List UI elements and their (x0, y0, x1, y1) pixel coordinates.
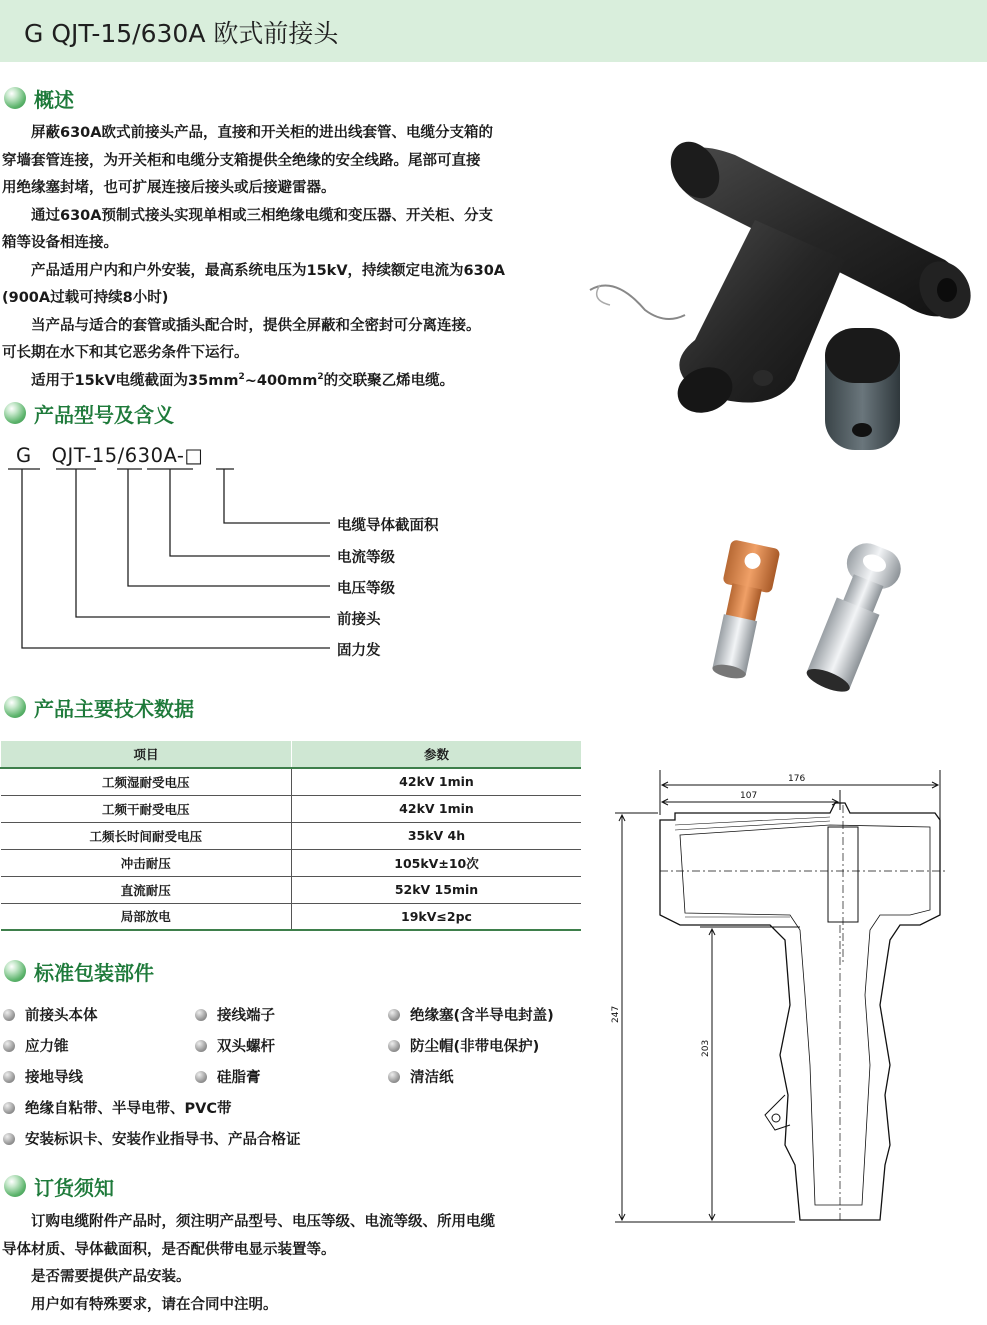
tech-data-table (0, 741, 581, 931)
list-item: 双头螺杆 (195, 1035, 275, 1057)
grey-bullet-icon (388, 1071, 400, 1083)
dim-label: 176 (788, 774, 806, 784)
table-row: 工频长时间耐受电压 35kV 4h (1, 822, 582, 849)
connector-photo (585, 110, 985, 470)
grey-bullet-icon (3, 1040, 15, 1052)
green-bullet-icon (4, 402, 26, 424)
grey-bullet-icon (3, 1133, 15, 1145)
model-legend-lines (0, 460, 340, 660)
table-header-cell: 项目 (1, 741, 292, 768)
list-item: 前接头本体 (3, 1004, 98, 1026)
green-bullet-icon (4, 960, 26, 982)
legend-label: 固力发 (337, 643, 381, 659)
overview-last-line: 适用于15kV电缆截面为$35mm^2\sim 400mm^2$的交联聚乙烯电缆。 (2, 371, 455, 389)
overview-text: 屏蔽630A欧式前接头产品，直接和开关柜的进出线套管、电缆分支箱的 穿墙套管连接，为开关柜和电缆分支箱提供全绝缘的安全线路。尾部可直接 用绝缘塞封堵，也可扩展连接后接头或后接避雷器。 通过630A预制式接头实现单相或三相绝缘电缆和变压器、开关柜、分支 箱等设备相连接。 产品适用户内和户外安装，最高系统电压为15kV，持续额定电流为630A (900A过载可持续8小时) 当产品与适合的套管或插头配合时，提供全屏蔽和全密封可分离连接。 可长期在水下和其它恶劣条件下运行。 适用于15kV电缆截面为$35mm^2\sim 400mm^2$的交联聚乙烯电缆。 (2, 120, 505, 395)
table-header-row (1, 741, 582, 768)
page-title: G QJT-15/630A 欧式前接头 (24, 19, 339, 48)
list-item: 防尘帽(非带电保护) (388, 1035, 539, 1057)
model-code: G QJT-15/630A-□ (16, 444, 204, 467)
list-item: 绝缘自粘带、半导电带、PVC带 (3, 1097, 232, 1119)
grey-bullet-icon (195, 1009, 207, 1021)
grey-bullet-icon (3, 1071, 15, 1083)
section-techdata-heading: 产品主要技术数据 (4, 693, 264, 723)
list-item: 硅脂膏 (195, 1066, 261, 1088)
table-row: 工频干耐受电压 42kV 1min (1, 795, 582, 822)
legend-label: 前接头 (337, 612, 381, 628)
grey-bullet-icon (195, 1071, 207, 1083)
section-overview-heading: 概述 (4, 84, 204, 114)
technical-drawing (600, 765, 985, 1235)
list-item: 安装标识卡、安装作业指导书、产品合格证 (3, 1128, 301, 1150)
cable-lug-photo (650, 535, 920, 695)
grey-bullet-icon (195, 1040, 207, 1052)
list-item: 接线端子 (195, 1004, 275, 1026)
order-text: 订购电缆附件产品时，须注明产品型号、电压等级、电流等级、所用电缆 导体材质、导体截面积，是否配供带电显示装置等。 是否需要提供产品安装。 用户如有特殊要求，请在合同中注明。 (2, 1214, 495, 1313)
legend-label: 电压等级 (337, 581, 395, 597)
legend-label: 电缆导体截面积 (337, 518, 439, 534)
table-row: 工频湿耐受电压 42kV 1min (1, 768, 582, 795)
table-row: 直流耐压 52kV 15min (1, 876, 582, 903)
section-order-heading: 订货须知 (4, 1172, 204, 1202)
dim-label: 247 (611, 1005, 621, 1023)
table-header-cell: 参数 (292, 741, 582, 768)
green-bullet-icon (4, 1175, 26, 1197)
list-item: 绝缘塞(含半导电封盖) (388, 1004, 554, 1026)
green-bullet-icon (4, 696, 26, 718)
dim-label: 203 (701, 1039, 711, 1057)
list-item: 清洁纸 (388, 1066, 454, 1088)
table-row: 冲击耐压 105kV±10次 (1, 849, 582, 876)
section-model-heading: 产品型号及含义 (4, 399, 244, 429)
grey-bullet-icon (388, 1009, 400, 1021)
list-item: 应力锥 (3, 1035, 69, 1057)
grey-bullet-icon (3, 1102, 15, 1114)
grey-bullet-icon (388, 1040, 400, 1052)
grey-bullet-icon (3, 1009, 15, 1021)
dim-label: 107 (740, 791, 758, 801)
list-item: 接地导线 (3, 1066, 83, 1088)
table-row: 局部放电 19kV≤2pc (1, 903, 582, 930)
legend-label: 电流等级 (337, 550, 395, 566)
green-bullet-icon (4, 87, 26, 109)
section-package-heading: 标准包装部件 (4, 957, 244, 987)
